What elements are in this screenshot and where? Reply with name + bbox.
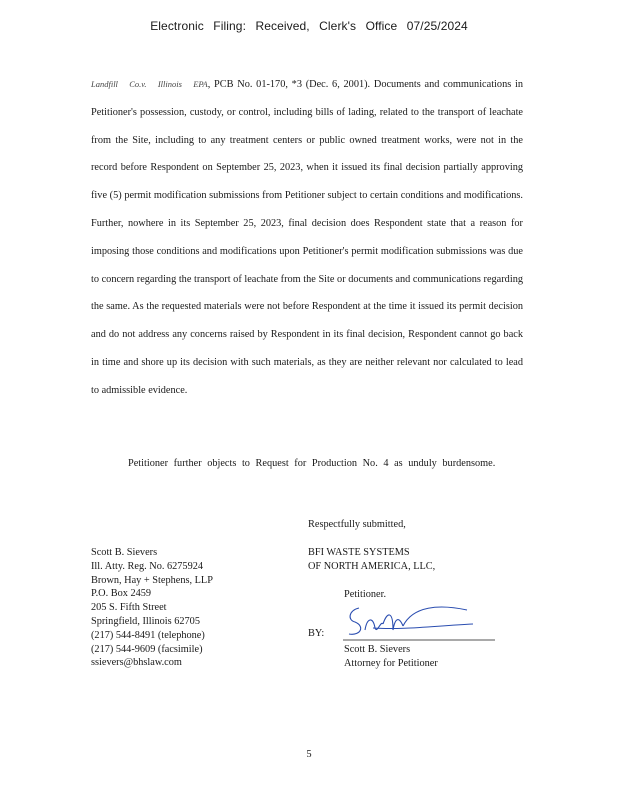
case-citation: Landfill Co.v. Illinois EPA — [91, 79, 208, 89]
signer-title: Attorney for Petitioner — [344, 658, 438, 669]
attorney-info — [91, 546, 213, 670]
attorney-line: 205 S. Fifth Street — [91, 602, 167, 614]
attorney-line: Springfield, Illinois 62705 — [91, 615, 200, 627]
closing-line: Respectfully submitted, — [308, 519, 406, 530]
attorney-line: P.O. Box 2459 — [91, 588, 152, 600]
handwritten-signature — [343, 600, 495, 642]
signature-block — [308, 518, 435, 602]
body-paragraph — [91, 71, 523, 405]
petitioner-role: Petitioner. — [344, 589, 387, 600]
attorney-email: ssievers@bhslaw.com — [91, 657, 182, 669]
attorney-line: Scott B. Sievers — [91, 547, 158, 558]
page-number: 5 — [306, 749, 312, 760]
attorney-line: (217) 544-8491 (telephone) — [91, 629, 205, 641]
by-label: BY: — [308, 628, 325, 639]
company-line-1: BFI WASTE SYSTEMS — [308, 547, 410, 558]
attorney-line: (217) 544-9609 (facsimile) — [91, 643, 203, 655]
attorney-line: Brown, Hay + Stephens, LLP — [91, 574, 213, 586]
signer-name: Scott B. Sievers — [344, 644, 411, 655]
paragraph-text: , PCB No. 01-170, *3 (Dec. 6, 2001). Documents and communications in Petitioner's possession, custody, or control, including bills of lading, related to the transport of leachate from the Site, including to any treatment centers or public owned treatment works, were not in the record before Respondent on September 25, 2023, when it issued its final decision partially approving five (5) permit modification submissions from Petitioner subject to certain conditions and modifications. Further, nowhere in its September 25, 2023, final decision does Respondent state that a reason for imposing those conditions and modifications upon Petitioner's permit modification submissions was due to concern regarding the transport of leachate from the Site or documents and communications regarding the same. As the requested materials were not before Respondent at the time it issued its permit decision and do not address any concerns raised by Respondent in its final decision, Respondent cannot go back in time and shore up its decision with such materials, as they are neither relevant nor calculated to lead to admissible evidence. — [91, 79, 523, 396]
company-line-2: OF NORTH AMERICA, LLC, — [308, 561, 436, 572]
objection-paragraph: Petitioner further objects to Request for Production No. 4 as unduly burdensome. — [128, 458, 496, 469]
filing-stamp-header: Electronic Filing: Received, Clerk's Office 07/25/2024 — [150, 19, 468, 33]
attorney-line: Ill. Atty. Reg. No. 6275924 — [91, 560, 204, 572]
signer-block — [344, 643, 438, 671]
